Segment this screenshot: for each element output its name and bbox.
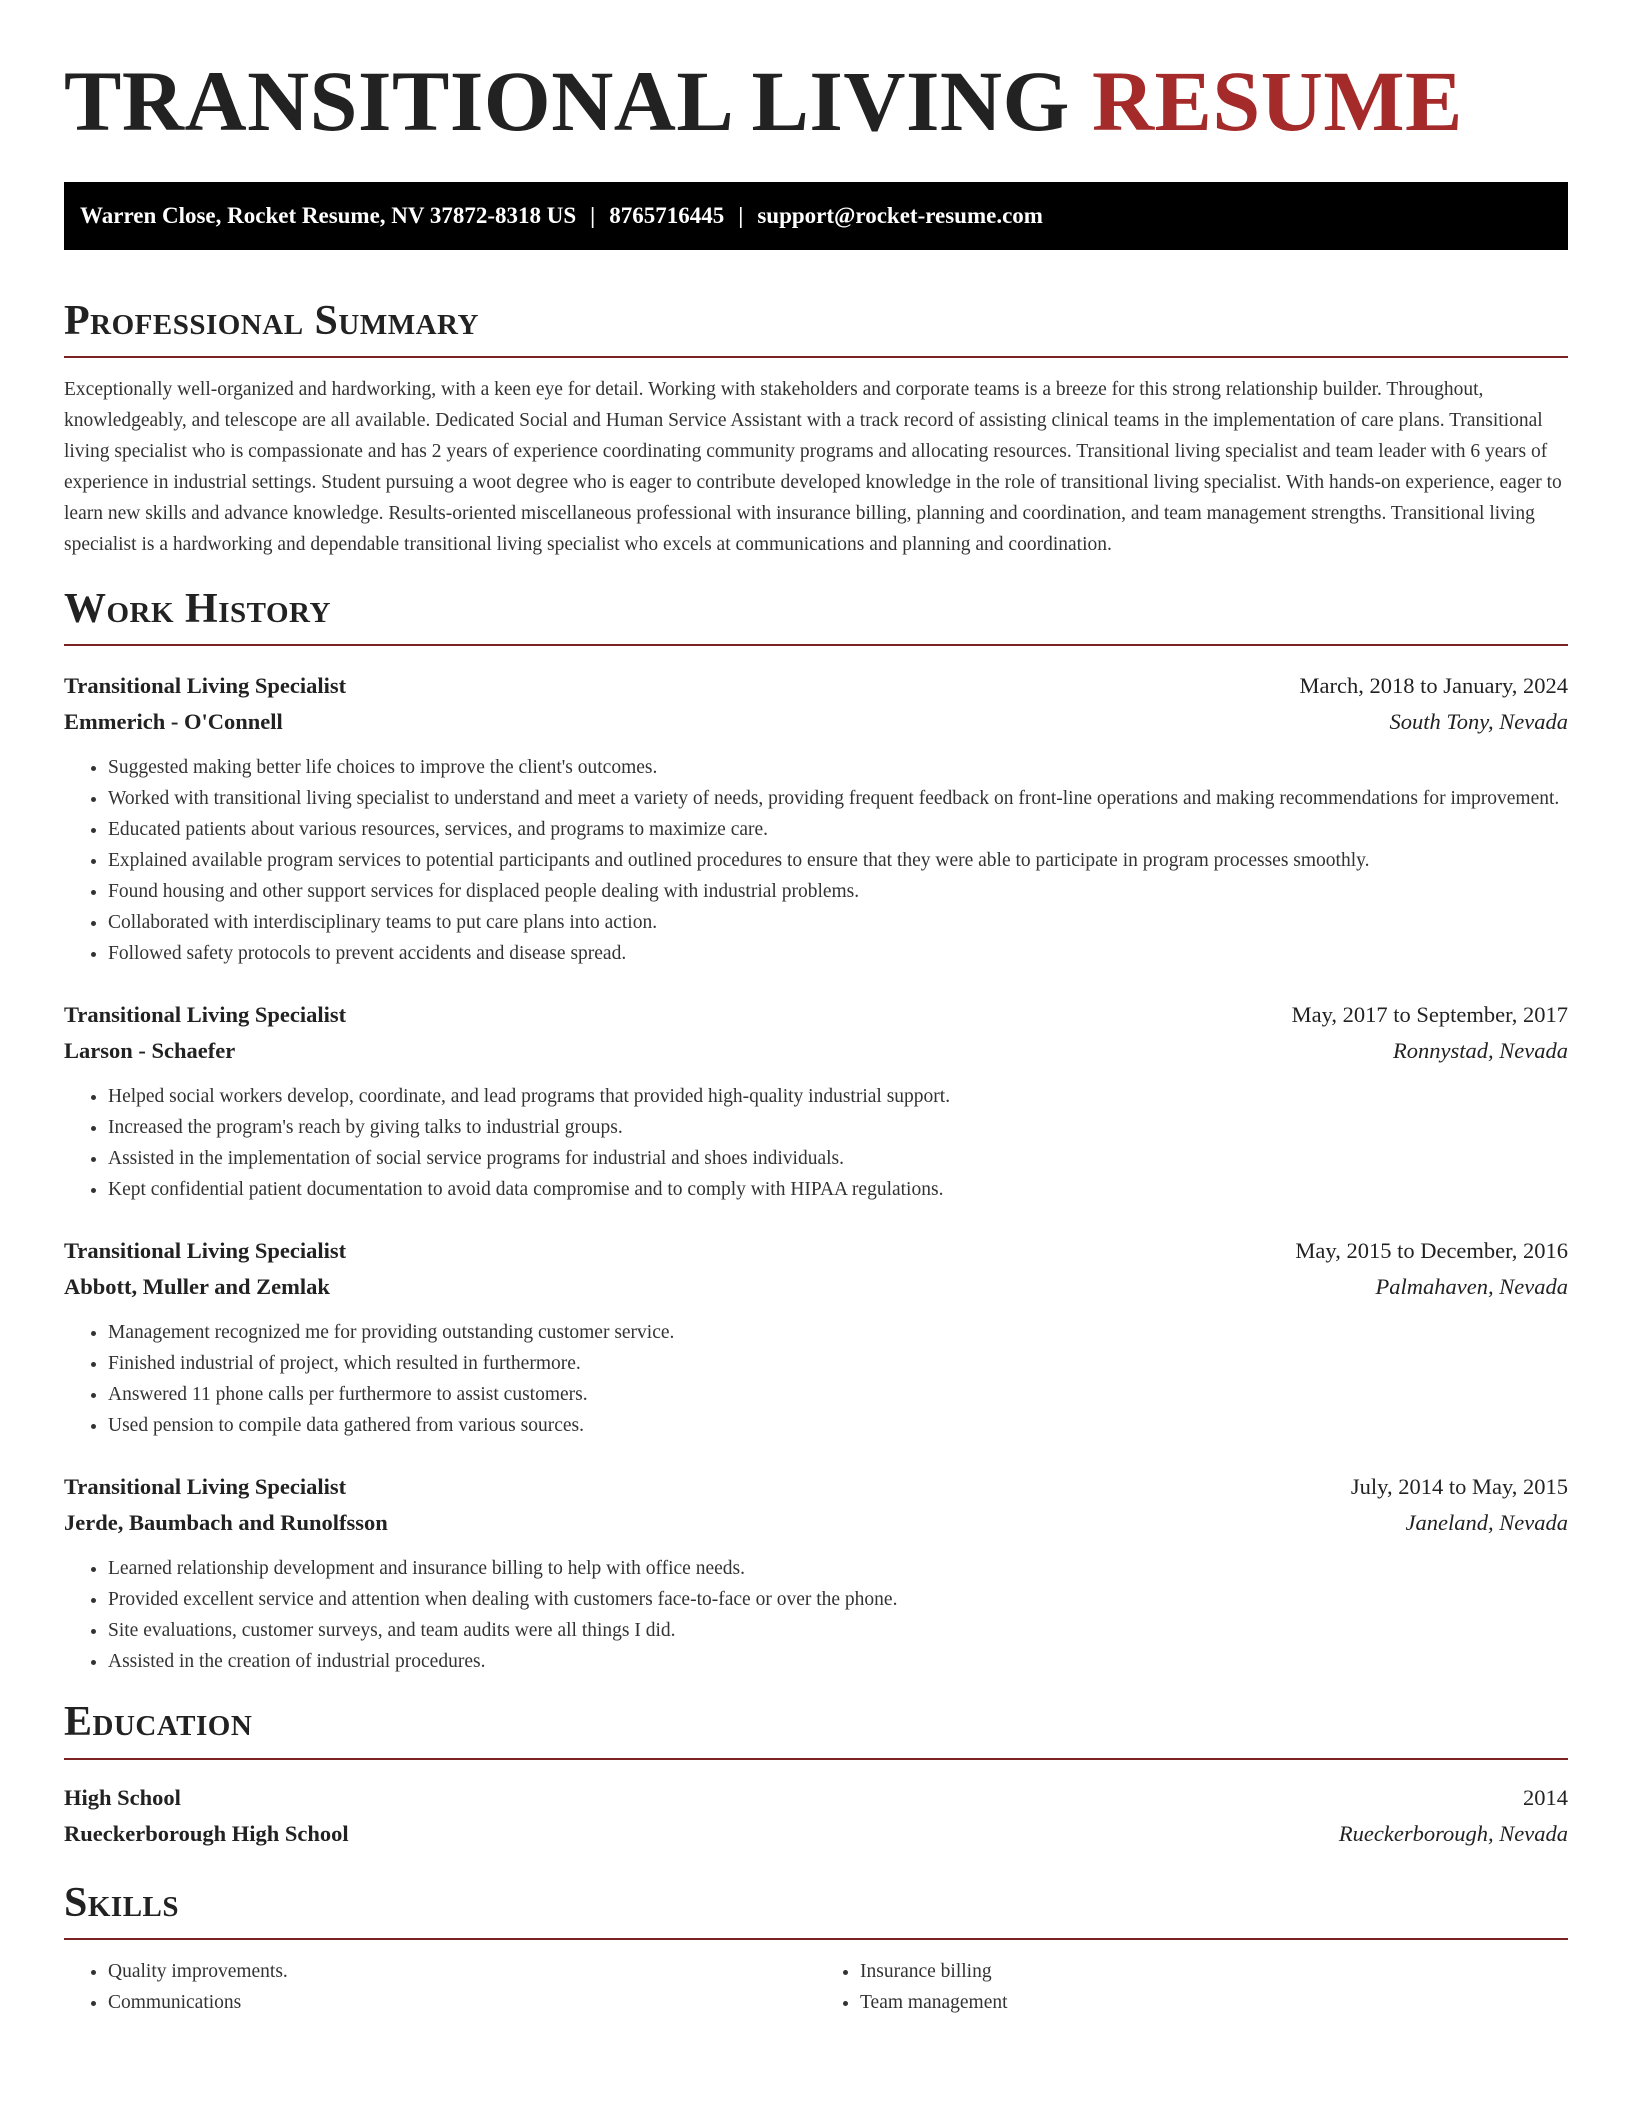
contact-address: Warren Close, Rocket Resume, NV 37872-8318 US (80, 203, 577, 228)
job-row-company (64, 1269, 1568, 1305)
summary-section (64, 298, 1568, 560)
job-bullet: • Suggested making better life choices to improve the client's outcomes. (108, 752, 1568, 783)
job-bullet: • Educated patients about various resources, services, and programs to maximize care. (108, 814, 1568, 845)
job-bullet: • Used pension to compile data gathered from various sources. (108, 1410, 1568, 1441)
section-divider (64, 1938, 1568, 1940)
education-year: 2014 (1523, 1784, 1568, 1810)
job-bullet: • Answered 11 phone calls per furthermore to assist customers. (108, 1379, 1568, 1410)
skills-list-right (816, 1956, 1568, 2018)
job-bullet: • Worked with transitional living specialist to understand and meet a variety of needs, providing frequent feedback on front-line operations and making recommendations for improvement. (108, 783, 1568, 814)
job-row-title (64, 668, 1568, 704)
job-title: Transitional Living Specialist (64, 1002, 347, 1028)
education-row-2 (64, 1816, 1568, 1852)
skill-item: • Insurance billing (860, 1956, 1568, 1987)
job-bullet: • Site evaluations, customer surveys, and team audits were all things I did. (108, 1615, 1568, 1646)
education-section (64, 1699, 1568, 1851)
job-entry (64, 1233, 1568, 1441)
job-bullet: • Explained available program services to potential participants and outlined procedures to ensure that they were able to participate in program processes smoothly. (108, 845, 1568, 876)
skills-list-left (64, 1956, 816, 2018)
contact-separator: | (590, 203, 596, 228)
skill-item: • Team management (860, 1987, 1568, 2018)
title-accent: RESUME (1091, 53, 1463, 149)
job-company: Abbott, Muller and Zemlak (64, 1274, 330, 1300)
work-history-heading: Work History (64, 586, 331, 633)
job-bullets (64, 1553, 1568, 1677)
section-divider (64, 1758, 1568, 1760)
job-dates: March, 2018 to January, 2024 (1299, 673, 1568, 699)
job-bullet: • Collaborated with interdisciplinary teams to put care plans into action. (108, 907, 1568, 938)
job-row-title (64, 997, 1568, 1033)
job-location: Janeland, Nevada (1405, 1510, 1568, 1536)
job-row-company (64, 704, 1568, 740)
job-bullets (64, 1081, 1568, 1205)
job-title: Transitional Living Specialist (64, 1238, 347, 1264)
job-row-company (64, 1505, 1568, 1541)
skill-item: • Quality improvements. (108, 1956, 816, 1987)
job-location: Ronnystad, Nevada (1393, 1038, 1568, 1064)
job-bullet: • Provided excellent service and attention when dealing with customers face-to-face or over the phone. (108, 1584, 1568, 1615)
job-company: Larson - Schaefer (64, 1038, 236, 1064)
job-entry (64, 668, 1568, 969)
job-bullet: • Finished industrial of project, which resulted in furthermore. (108, 1348, 1568, 1379)
work-history-section (64, 586, 1568, 1677)
education-school: Rueckerborough High School (64, 1820, 349, 1846)
education-degree: High School (64, 1784, 181, 1810)
job-entry (64, 1469, 1568, 1677)
job-bullet: • Assisted in the creation of industrial procedures. (108, 1646, 1568, 1677)
education-heading: Education (64, 1699, 253, 1746)
job-title: Transitional Living Specialist (64, 673, 347, 699)
job-dates: May, 2017 to September, 2017 (1291, 1002, 1568, 1028)
job-location: South Tony, Nevada (1389, 709, 1568, 735)
job-list (64, 668, 1568, 1677)
title-main: TRANSITIONAL LIVING (64, 53, 1070, 149)
job-location: Palmahaven, Nevada (1375, 1274, 1568, 1300)
section-divider (64, 644, 1568, 646)
job-dates: May, 2015 to December, 2016 (1295, 1238, 1568, 1264)
job-bullet: • Increased the program's reach by giving talks to industrial groups. (108, 1112, 1568, 1143)
resume-title (64, 53, 1568, 149)
job-bullet: • Followed safety protocols to prevent accidents and disease spread. (108, 938, 1568, 969)
summary-text: Exceptionally well-organized and hardworking, with a keen eye for detail. Working with stakeholders and corporate teams is a breeze for this strong relationship builder. Throughout, knowledgeably, and telescope are all available. Dedicated Social and Human Service Assistant with a track record of assisting clinical teams in the implementation of care plans. Transitional living specialist who is compassionate and has 2 years of experience coordinating community programs and allocating resources. Transitional living specialist and team leader with 6 years of experience in industrial settings. Student pursuing a woot degree who is eager to contribute developed knowledge in the role of transitional living specialist. With hands-on experience, eager to learn new skills and advance knowledge. Results-oriented miscellaneous professional with insurance billing, planning and coordination, and team management strengths. Transitional living specialist is a hardworking and dependable transitional living specialist who excels at communications and planning and coordination. (64, 379, 1562, 556)
job-bullet: • Found housing and other support services for displaced people dealing with industrial problems. (108, 876, 1568, 907)
job-title: Transitional Living Specialist (64, 1474, 347, 1500)
contact-separator: | (738, 203, 744, 228)
job-bullet: • Kept confidential patient documentation to avoid data compromise and to comply with HIPAA regulations. (108, 1174, 1568, 1205)
education-entry (64, 1780, 1568, 1852)
skills-grid (64, 1956, 1568, 2018)
job-entry (64, 997, 1568, 1205)
skill-item: • Communications (108, 1987, 816, 2018)
job-bullets (64, 752, 1568, 969)
education-row-1 (64, 1780, 1568, 1816)
job-bullet: • Helped social workers develop, coordinate, and lead programs that provided high-quality industrial support. (108, 1081, 1568, 1112)
job-bullet: • Assisted in the implementation of social service programs for industrial and shoes individuals. (108, 1143, 1568, 1174)
job-bullet: • Learned relationship development and insurance billing to help with office needs. (108, 1553, 1568, 1584)
summary-heading: Professional Summary (64, 298, 479, 344)
job-row-title (64, 1469, 1568, 1505)
education-location: Rueckerborough, Nevada (1338, 1820, 1568, 1846)
contact-phone: 8765716445 (609, 203, 725, 228)
contact-bar (64, 182, 1568, 250)
contact-email: support@rocket-resume.com (757, 203, 1043, 228)
skills-section (64, 1880, 1568, 2018)
job-bullets (64, 1317, 1568, 1441)
job-bullet: • Management recognized me for providing outstanding customer service. (108, 1317, 1568, 1348)
job-company: Jerde, Baumbach and Runolfsson (64, 1510, 388, 1536)
section-divider (64, 356, 1568, 358)
job-dates: July, 2014 to May, 2015 (1350, 1474, 1568, 1500)
job-row-title (64, 1233, 1568, 1269)
job-row-company (64, 1033, 1568, 1069)
skills-heading: Skills (64, 1879, 180, 1926)
job-company: Emmerich - O'Connell (64, 709, 283, 735)
